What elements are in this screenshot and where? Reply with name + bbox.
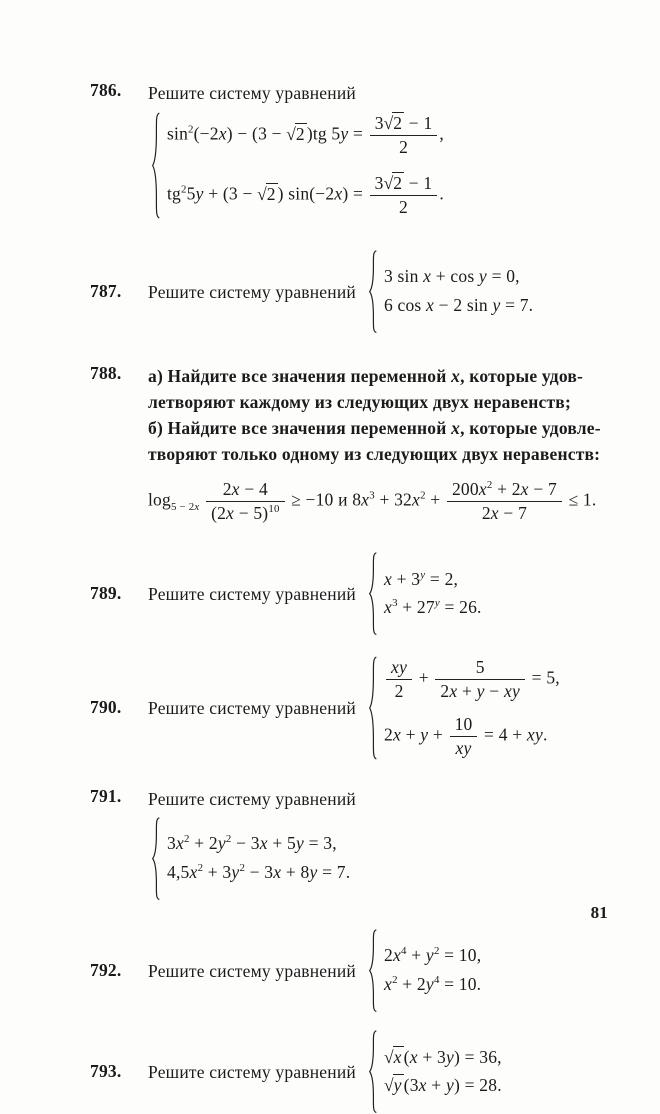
equation-line: $x^2 + 2y^4 = 10$. xyxy=(383,974,482,995)
system-brace xyxy=(368,250,378,333)
problem-text: Решите систему уравнений xyxy=(148,583,356,604)
equation-system xyxy=(151,817,350,900)
statement-line: творяют только одному из следующих двух неравенств: xyxy=(148,444,601,465)
equation-system xyxy=(368,929,481,1012)
equation-system xyxy=(368,250,533,333)
problem-text: Решите систему уравнений xyxy=(148,960,356,981)
problem-793 xyxy=(90,1030,610,1113)
equation-line: 2x + y + $\frac{10}{xy}$ = 4 + xy. xyxy=(383,713,548,758)
problem-number: 792. xyxy=(90,960,122,981)
inequalities-formula: $\log_{5 - 2x}$ $\frac{2x - 4}{(2x - 5)^{10}}$ ≥ −10 и $8x^3 + 32x^2$ + $\frac{200x^2 + 2x - 7}{2x - 7}$ ≤ 1. xyxy=(148,479,597,524)
equation-system xyxy=(368,1030,502,1113)
problem-791 xyxy=(90,786,610,905)
problem-number: 789. xyxy=(90,583,122,604)
statement-line: а) Найдите все значения переменной x, которые удов- xyxy=(148,366,584,387)
equation-system xyxy=(151,112,444,219)
equation-line: 3 sin x + cos y = 0, xyxy=(383,266,520,287)
system-brace xyxy=(368,656,378,760)
equation-system xyxy=(368,552,482,635)
equation-line: $4,5x^2 + 3y^2 - 3x + 8y = 7$. xyxy=(167,861,351,882)
problem-text: Решите систему уравнений xyxy=(148,1061,356,1082)
statement-line: б) Найдите все значения переменной x, которые удовле- xyxy=(148,418,601,439)
equation-line: $\sin^2(-2x) - (3 - √2$ )tg 5y = $\frac{3√2 - 1}{2}$ , xyxy=(167,113,444,157)
problem-text: Решите систему уравнений xyxy=(148,83,356,103)
system-brace xyxy=(151,112,161,219)
problem-number: 790. xyxy=(90,697,122,718)
equation-line: √y (3x + y) = 28. xyxy=(383,1075,502,1096)
problem-number: 791. xyxy=(90,785,122,806)
equation-line: 6 cos x − 2 sin y = 7. xyxy=(383,295,534,316)
equation-line: √x (x + 3y) = 36, xyxy=(383,1046,502,1067)
system-brace xyxy=(368,1030,378,1113)
system-brace xyxy=(368,552,378,635)
problem-789 xyxy=(90,552,610,635)
system-brace xyxy=(368,929,378,1012)
problem-788 xyxy=(90,363,610,524)
statement-line: летворяют каждому из следующих двух неравенств; xyxy=(148,392,571,413)
problem-text: Решите систему уравнений xyxy=(148,788,356,809)
problem-790 xyxy=(90,656,610,760)
problem-text: Решите систему уравнений xyxy=(148,697,356,718)
problem-number: 788. xyxy=(90,363,122,384)
equation-line: $\frac{xy}{2}$ + $\frac{5}{2x + y - xy}$ = 5, xyxy=(384,656,560,703)
problem-number: 793. xyxy=(90,1061,122,1082)
problem-792 xyxy=(90,929,610,1012)
problem-number: 787. xyxy=(90,281,122,302)
equation-system xyxy=(368,656,560,760)
problem-text: Решите систему уравнений xyxy=(148,281,356,302)
problem-786 xyxy=(90,80,610,224)
system-brace xyxy=(151,817,161,900)
equation-line: $x + 3^y = 2$, xyxy=(383,568,459,589)
problem-number: 786. xyxy=(90,80,122,100)
equation-line: $tg^25y + (3 - √2$ ) sin(−2x) = $\frac{3√2 - 1}{2}$ . xyxy=(167,173,444,217)
equation-line: $3x^2 + 2y^2 - 3x + 5y = 3$, xyxy=(167,832,337,853)
page-number: 81 xyxy=(590,903,608,922)
equation-line: $x^3 + 27^y = 26$. xyxy=(383,597,482,618)
equation-line: $2x^4 + y^2 = 10$, xyxy=(383,945,482,966)
problem-787 xyxy=(90,250,610,333)
